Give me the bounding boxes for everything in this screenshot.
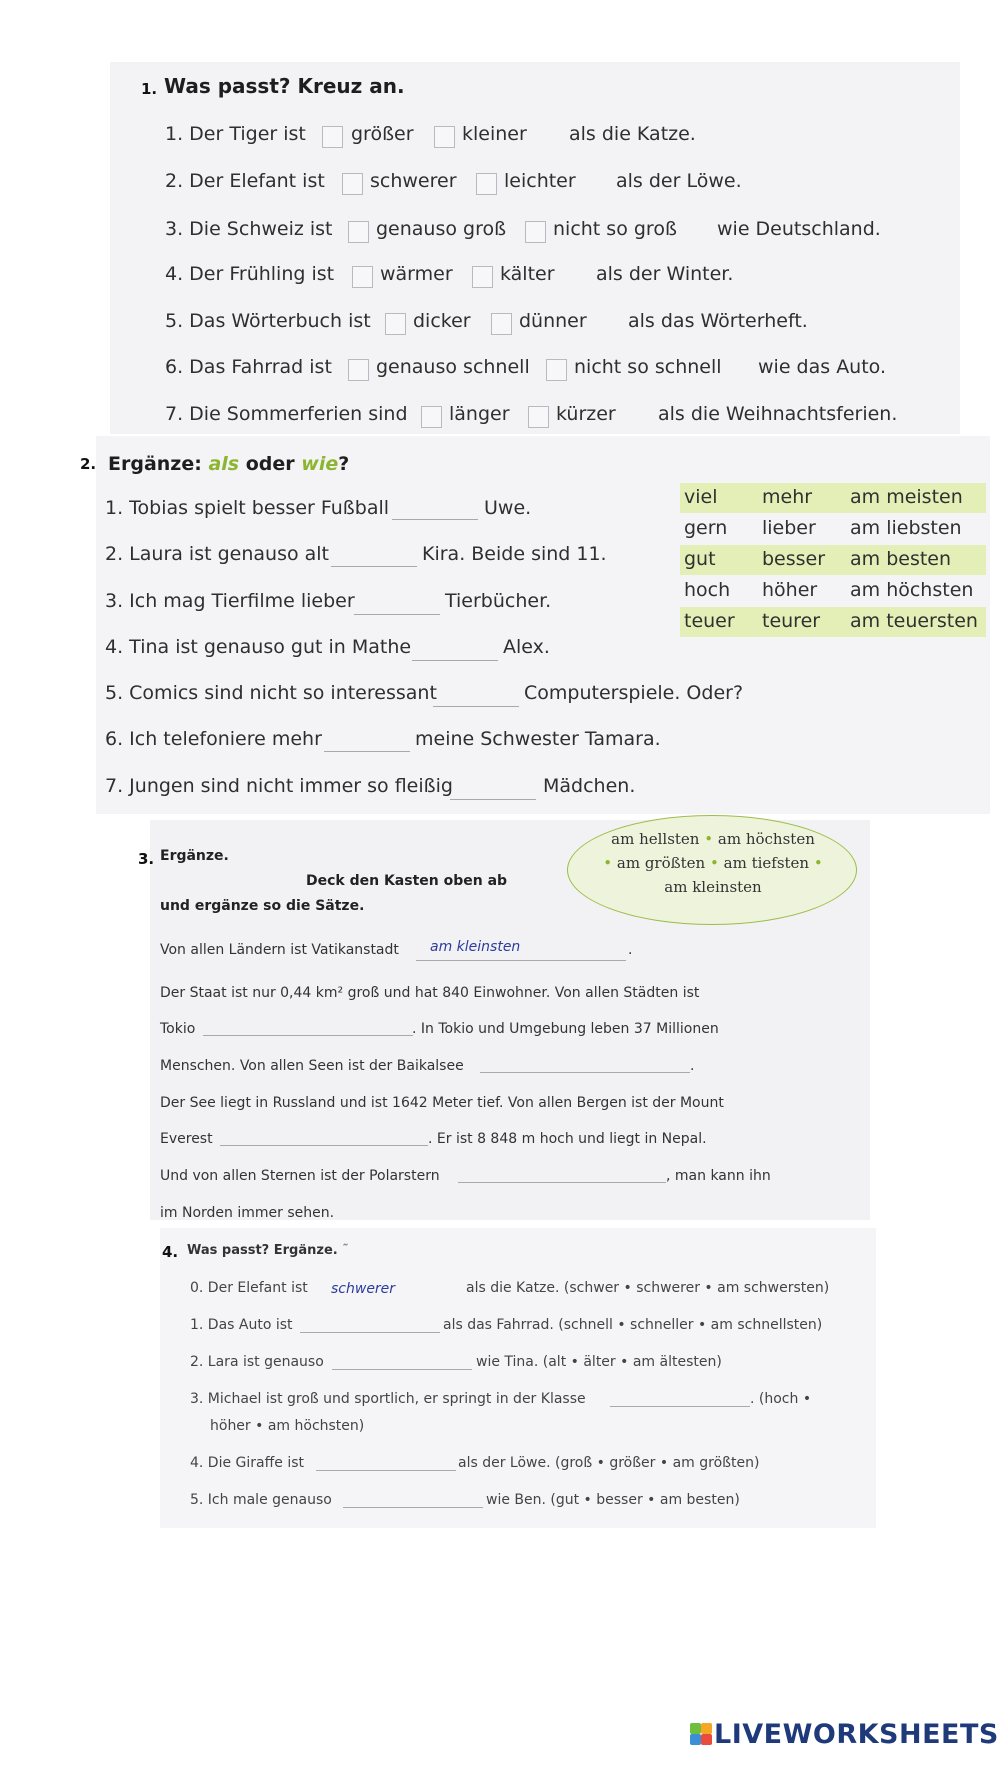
comparison-row — [680, 514, 986, 544]
ex2-answer-blank-1[interactable] — [392, 519, 478, 520]
table-cell: am meisten — [850, 486, 963, 508]
ex1-option-a: größer — [351, 123, 414, 145]
ex2-answer-blank-6[interactable] — [324, 751, 410, 752]
exercise-3-instruction-2: und ergänze so die Sätze. — [160, 898, 365, 914]
ex2-answer-blank-4[interactable] — [412, 660, 498, 661]
ex1-item-end: als die Katze. — [569, 123, 696, 145]
ex2-item-end: Uwe. — [484, 497, 532, 519]
ex3-text: . — [690, 1058, 695, 1074]
bubble-line — [568, 878, 858, 896]
ex2-item-start: 2. Laura ist genauso alt — [105, 543, 330, 565]
exercise-2-number: 2. — [80, 455, 97, 473]
exercise-1-panel — [110, 62, 960, 434]
ex1-option-b: leichter — [504, 170, 576, 192]
tick-mark: ˜ — [342, 1243, 349, 1258]
ex3-answer-1[interactable]: am kleinsten — [430, 939, 521, 955]
ex1-item-subject: 7. Die Sommerferien sind — [165, 403, 408, 425]
ex1-option-a: dicker — [413, 310, 471, 332]
ex4-text: höher • am höchsten) — [210, 1418, 365, 1434]
ex2-title-mid: oder — [239, 453, 302, 475]
ex3-text: Der Staat ist nur 0,44 km² groß und hat 840 Einwohner. Von allen Städten ist — [160, 985, 700, 1001]
ex1-option-b: nicht so groß — [553, 218, 677, 240]
comparison-row — [680, 607, 986, 637]
ex2-title-als: als — [208, 453, 240, 475]
ex1-option-a: länger — [449, 403, 510, 425]
ex1-option-b: dünner — [519, 310, 587, 332]
ex1-checkbox-b[interactable] — [546, 359, 567, 381]
ex2-item-start: 6. Ich telefoniere mehr — [105, 728, 322, 750]
ex1-checkbox-b[interactable] — [525, 221, 546, 243]
table-cell: besser — [762, 548, 826, 570]
exercise-4-panel — [160, 1228, 876, 1528]
brand-name: LIVEWORKSHEETS — [714, 1718, 999, 1750]
ex1-checkbox-a[interactable] — [352, 266, 373, 288]
ex3-answer-blank-2[interactable] — [203, 1035, 413, 1036]
ex1-item-end: wie das Auto. — [758, 356, 887, 378]
ex1-option-b: nicht so schnell — [574, 356, 722, 378]
exercise-1-number: 1. — [141, 80, 158, 98]
ex1-checkbox-a[interactable] — [348, 221, 369, 243]
ex2-answer-blank-5[interactable] — [433, 706, 519, 707]
ex4-text: 2. Lara ist genauso — [190, 1354, 324, 1370]
exercise-3-instruction-1: Deck den Kasten oben ab — [306, 873, 508, 889]
exercise-4-title — [187, 1243, 349, 1258]
logo-tile — [690, 1723, 701, 1734]
ex2-title-end: ? — [338, 453, 350, 475]
table-cell: mehr — [762, 486, 813, 508]
ex3-text: Everest — [160, 1131, 213, 1147]
ex3-text: Von allen Ländern ist Vatikanstadt — [160, 942, 399, 958]
ex3-text: im Norden immer sehen. — [160, 1205, 335, 1221]
table-cell: hoch — [684, 579, 731, 601]
table-cell: am teuersten — [850, 610, 978, 632]
ex4-answer-blank-5[interactable] — [343, 1507, 483, 1508]
exercise-2-title — [108, 453, 349, 475]
bubble-word: am größten — [616, 854, 706, 872]
ex2-item-end: meine Schwester Tamara. — [415, 728, 661, 750]
bubble-dot: • — [813, 854, 823, 872]
ex3-text: . — [628, 942, 633, 958]
ex4-text: wie Tina. (alt • älter • am ältesten) — [476, 1354, 722, 1370]
ex4-answer-blank-3[interactable] — [610, 1406, 750, 1407]
comparison-row — [680, 483, 986, 513]
bubble-dot: • — [710, 854, 719, 872]
bubble-line — [568, 854, 858, 872]
ex3-answer-blank-5[interactable] — [458, 1182, 666, 1183]
bubble-dot: • — [704, 830, 714, 848]
ex4-text: . (hoch • — [750, 1391, 812, 1407]
ex3-text: Und von allen Sternen ist der Polarstern — [160, 1168, 440, 1184]
ex4-text: als der Löwe. (groß • größer • am größten) — [458, 1455, 760, 1471]
ex1-checkbox-a[interactable] — [342, 173, 363, 195]
bubble-dot: • — [603, 854, 613, 872]
ex1-checkbox-a[interactable] — [385, 313, 406, 335]
ex2-item-start: 1. Tobias spielt besser Fußball — [105, 497, 390, 519]
ex1-checkbox-a[interactable] — [421, 406, 442, 428]
exercise-1-title: Was passt? Kreuz an. — [164, 74, 405, 98]
table-cell: am höchsten — [850, 579, 974, 601]
ex3-text: Der See liegt in Russland und ist 1642 Meter tief. Von allen Bergen ist der Mount — [160, 1095, 724, 1111]
ex4-text: 3. Michael ist groß und sportlich, er springt in der Klasse — [190, 1391, 586, 1407]
ex2-item-end: Mädchen. — [543, 775, 636, 797]
ex2-answer-blank-7[interactable] — [450, 799, 536, 800]
bubble-word: am kleinsten — [664, 878, 762, 896]
ex4-text: als das Fahrrad. (schnell • schneller • am schnellsten) — [443, 1317, 823, 1333]
ex2-title-wie: wie — [301, 453, 339, 475]
table-cell: lieber — [762, 517, 816, 539]
ex2-item-end: Alex. — [503, 636, 550, 658]
ex1-option-a: wärmer — [380, 263, 453, 285]
ex1-option-a: schwerer — [370, 170, 457, 192]
ex4-text: 1. Das Auto ist — [190, 1317, 293, 1333]
word-bubble — [567, 815, 857, 925]
ex1-option-a: genauso schnell — [376, 356, 530, 378]
ex3-text: Tokio — [160, 1021, 196, 1037]
ex1-item-subject: 4. Der Frühling ist — [165, 263, 335, 285]
ex4-text: als die Katze. (schwer • schwerer • am schwersten) — [466, 1280, 830, 1296]
ex1-item-end: als der Löwe. — [616, 170, 742, 192]
exercise-3-number: 3. — [138, 850, 155, 868]
comparison-row — [680, 576, 986, 606]
ex2-item-end: Tierbücher. — [445, 590, 552, 612]
ex1-item-end: als das Wörterheft. — [628, 310, 808, 332]
table-cell: am liebsten — [850, 517, 962, 539]
table-cell: gut — [684, 548, 716, 570]
bubble-word: am höchsten — [717, 830, 815, 848]
ex4-answer-0[interactable]: schwerer — [331, 1281, 396, 1297]
exercise-3-title: Ergänze. — [160, 848, 229, 864]
ex1-item-end: als der Winter. — [596, 263, 734, 285]
ex1-item-subject: 3. Die Schweiz ist — [165, 218, 333, 240]
ex2-title-pre: Ergänze: — [108, 453, 209, 475]
ex3-answer-blank-1[interactable] — [416, 960, 626, 961]
logo-tile — [701, 1723, 712, 1734]
ex1-checkbox-b[interactable] — [491, 313, 512, 335]
ex1-item-subject: 5. Das Wörterbuch ist — [165, 310, 371, 332]
ex2-item-start: 5. Comics sind nicht so interessant — [105, 682, 437, 704]
ex1-item-subject: 1. Der Tiger ist — [165, 123, 306, 145]
logo-tile — [701, 1734, 712, 1745]
ex4-text: wie Ben. (gut • besser • am besten) — [486, 1492, 740, 1508]
ex1-checkbox-b[interactable] — [476, 173, 497, 195]
ex3-text: Menschen. Von allen Seen ist der Baikalsee — [160, 1058, 464, 1074]
ex2-item-end: Computerspiele. Oder? — [524, 682, 744, 704]
ex2-answer-blank-2[interactable] — [331, 566, 417, 567]
ex1-option-a: genauso groß — [376, 218, 507, 240]
ex4-text: 0. Der Elefant ist — [190, 1280, 308, 1296]
bubble-word: am hellsten — [611, 830, 700, 848]
ex4-text: 5. Ich male genauso — [190, 1492, 332, 1508]
ex3-text: . In Tokio und Umgebung leben 37 Millionen — [412, 1021, 719, 1037]
table-cell: höher — [762, 579, 818, 601]
ex3-text: . Er ist 8 848 m hoch und liegt in Nepal. — [428, 1131, 707, 1147]
ex2-item-start: 3. Ich mag Tierfilme lieber — [105, 590, 355, 612]
ex3-answer-blank-4[interactable] — [220, 1145, 428, 1146]
table-cell: viel — [684, 486, 718, 508]
ex1-checkbox-b[interactable] — [528, 406, 549, 428]
ex4-text: 4. Die Giraffe ist — [190, 1455, 304, 1471]
bubble-word: am tiefsten — [723, 854, 810, 872]
ex4-title-text: Was passt? Ergänze. — [187, 1243, 338, 1258]
ex2-answer-blank-3[interactable] — [354, 614, 440, 615]
bubble-line — [568, 830, 858, 848]
ex1-item-end: als die Weihnachtsferien. — [658, 403, 898, 425]
exercise-4-number: 4. — [162, 1243, 179, 1261]
ex2-item-end: Kira. Beide sind 11. — [422, 543, 607, 565]
table-cell: teurer — [762, 610, 821, 632]
ex1-item-end: wie Deutschland. — [717, 218, 881, 240]
table-cell: teuer — [684, 610, 735, 632]
ex1-item-subject: 6. Das Fahrrad ist — [165, 356, 332, 378]
ex1-item-subject: 2. Der Elefant ist — [165, 170, 325, 192]
table-cell: gern — [684, 517, 728, 539]
ex4-answer-blank-4[interactable] — [316, 1470, 456, 1471]
ex1-option-b: kälter — [500, 263, 555, 285]
liveworksheets-logo-icon — [690, 1723, 712, 1745]
ex2-item-start: 4. Tina ist genauso gut in Mathe — [105, 636, 412, 658]
ex4-answer-blank-1[interactable] — [300, 1332, 440, 1333]
ex1-checkbox-a[interactable] — [322, 126, 343, 148]
logo-tile — [690, 1734, 701, 1745]
ex1-option-b: kürzer — [556, 403, 616, 425]
liveworksheets-brand — [690, 1718, 999, 1750]
ex4-answer-blank-2[interactable] — [332, 1369, 472, 1370]
ex2-item-start: 7. Jungen sind nicht immer so fleißig — [105, 775, 453, 797]
ex1-checkbox-a[interactable] — [348, 359, 369, 381]
table-cell: am besten — [850, 548, 952, 570]
ex1-checkbox-b[interactable] — [434, 126, 455, 148]
comparison-row — [680, 545, 986, 575]
ex1-checkbox-b[interactable] — [472, 266, 493, 288]
ex3-answer-blank-3[interactable] — [480, 1072, 690, 1073]
ex3-text: , man kann ihn — [666, 1168, 771, 1184]
ex1-option-b: kleiner — [462, 123, 527, 145]
